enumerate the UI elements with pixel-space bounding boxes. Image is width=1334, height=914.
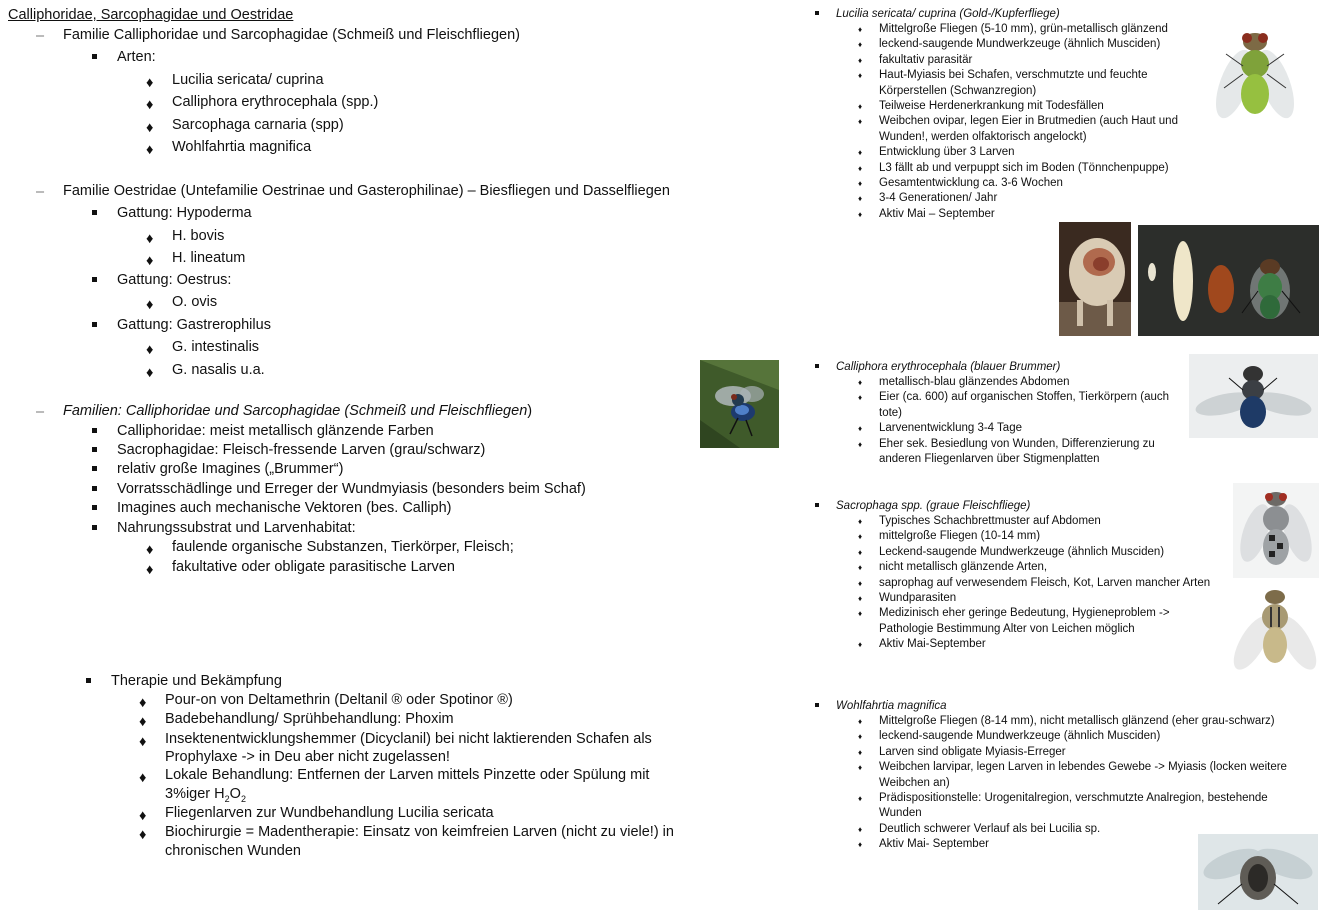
grey-fleshfly-photo	[1228, 583, 1321, 675]
square-bullet-icon	[92, 525, 97, 530]
diamond-bullet-icon: ♦	[139, 695, 147, 711]
lucilia-fly-photo	[1210, 14, 1300, 129]
therapy-item: Badebehandlung/ Sprühbehandlung: Phoxim	[165, 711, 454, 727]
therapy-item-cont: 3%iger $H_2O_2$	[165, 786, 246, 804]
list-item: Aktiv Mai-September	[879, 638, 986, 651]
lucilia-heading: Lucilia sericata/ cuprina (Gold-/Kupferfliege)	[836, 8, 1060, 20]
species-item: G. nasalis u.a.	[172, 362, 265, 378]
list-item: Haut-Myiasis bei Schafen, verschmutzte und feuchte	[879, 69, 1148, 82]
therapy-heading: Therapie und Bekämpfung	[111, 673, 282, 689]
list-item: Calliphoridae: meist metallisch glänzende Farben	[117, 423, 434, 439]
list-item: leckend-saugende Mundwerkzeuge (ähnlich Musciden)	[879, 730, 1161, 743]
therapy-item: Lokale Behandlung: Entfernen der Larven mittels Pinzette oder Spülung mit	[165, 767, 650, 783]
list-item: nicht metallisch glänzende Arten,	[879, 561, 1048, 574]
list-item: Deutlich schwerer Verlauf als bei Lucilia sp.	[879, 822, 1101, 835]
diamond-bullet-icon: ♦	[139, 714, 147, 730]
diamond-bullet-icon: ♦	[146, 253, 154, 269]
diamond-bullet-icon: ♦	[858, 732, 863, 742]
species-item: H. lineatum	[172, 250, 246, 266]
wohlfahrtia-fly-photo	[1198, 834, 1318, 910]
sarcophaga-heading: Sacrophaga spp. (graue Fleischfliege)	[836, 500, 1031, 512]
diamond-bullet-icon: ♦	[858, 532, 863, 542]
diamond-bullet-icon: ♦	[858, 824, 863, 834]
genus-gastrerophilus: Gattung: Gastrerophilus	[117, 317, 271, 333]
diamond-bullet-icon: ♦	[858, 424, 863, 434]
blue-fly-photo	[700, 360, 779, 448]
family-heading-3: Familien: Calliphoridae und Sarcophagidae (Schmeiß und Fleischfliegen)	[63, 403, 533, 419]
list-item: Mittelgroße Fliegen (8-14 mm), nicht metallisch glänzend (eher grau-schwarz)	[879, 715, 1275, 727]
sub-list-item: fakultative oder obligate parasitische Larven	[172, 559, 455, 575]
list-item: Eier (ca. 600) auf organischen Stoffen, Tierkörpern (auch	[879, 391, 1170, 404]
diamond-bullet-icon: ♦	[146, 231, 154, 247]
square-bullet-icon	[815, 364, 819, 368]
species-item: O. ovis	[172, 294, 218, 310]
diamond-bullet-icon: ♦	[858, 102, 863, 111]
list-item: tote)	[879, 406, 903, 419]
list-item: Vorratsschädlinge und Erreger der Wundmyiasis (besonders beim Schaf)	[117, 481, 586, 497]
wohlfahrtia-heading: Wohlfahrtia magnifica	[836, 700, 947, 712]
diamond-bullet-icon: ♦	[858, 439, 863, 449]
list-item: mittelgroße Fliegen (10-14 mm)	[879, 530, 1041, 543]
species-item: H. bovis	[172, 228, 225, 244]
list-item: Weibchen an)	[879, 776, 950, 789]
list-item: Pathologie Bestimmung Alter von Leichen möglich	[879, 622, 1135, 635]
list-item: Larven sind obligate Myiasis-Erreger	[879, 745, 1066, 758]
diamond-bullet-icon: ♦	[858, 578, 863, 588]
dash-bullet-icon: –	[36, 184, 45, 200]
square-bullet-icon	[92, 322, 97, 327]
therapy-item: Biochirurgie = Madentherapie: Einsatz von keimfreien Larven (nicht zu viele!) in	[165, 824, 674, 840]
therapy-item: Insektenentwicklungshemmer (Dicyclanil) bei nicht laktierenden Schafen als	[165, 731, 652, 747]
diamond-bullet-icon: ♦	[139, 808, 147, 824]
square-bullet-icon	[815, 503, 819, 507]
list-item: Wunden	[879, 807, 922, 820]
diamond-bullet-icon: ♦	[146, 342, 154, 358]
diamond-bullet-icon: ♦	[858, 717, 863, 726]
diamond-bullet-icon: ♦	[146, 297, 154, 313]
list-item: Gesamtentwicklung ca. 3-6 Wochen	[879, 177, 1063, 189]
list-item: Weibchen ovipar, legen Eier in Brutmedien (auch Haut und	[879, 115, 1178, 128]
list-item: Typisches Schachbrettmuster auf Abdomen	[879, 515, 1101, 527]
list-item: Larvenentwicklung 3-4 Tage	[879, 422, 1022, 435]
family-heading-1: Familie Calliphoridae und Sarcophagidae (Schmeiß und Fleischfliegen)	[63, 27, 520, 43]
genus-hypoderma: Gattung: Hypoderma	[117, 205, 252, 221]
diamond-bullet-icon: ♦	[858, 163, 863, 173]
list-item: Prädispositionstelle: Urogenitalregion, verschmutzte Analregion, bestehende	[879, 792, 1268, 804]
diamond-bullet-icon: ♦	[146, 97, 154, 113]
list-item: metallisch-blau glänzendes Abdomen	[879, 376, 1070, 388]
page-title: Calliphoridae, Sarcophagidae und Oestridae	[8, 7, 294, 23]
species-item: Wohlfahrtia magnifica	[172, 139, 312, 155]
sub-list-item: faulende organische Substanzen, Tierkörper, Fleisch;	[172, 539, 514, 555]
square-bullet-icon	[815, 11, 819, 15]
diamond-bullet-icon: ♦	[858, 117, 863, 127]
list-item: Leckend-saugende Mundwerkzeuge (ähnlich Musciden)	[879, 545, 1165, 558]
diamond-bullet-icon: ♦	[146, 75, 154, 91]
diamond-bullet-icon: ♦	[146, 542, 154, 558]
family-heading-2: Familie Oestridae (Untefamilie Oestrinae und Gasterophilinae) – Biesfliegen und Dasselfliegen	[63, 183, 670, 199]
arten-label: Arten:	[117, 49, 156, 65]
list-item: anderen Fliegenlarven über Stigmenplatten	[879, 453, 1100, 465]
diamond-bullet-icon: ♦	[858, 547, 863, 557]
list-item: Eher sek. Besiedlung von Wunden, Differenzierung zu	[879, 437, 1155, 450]
species-item: G. intestinalis	[172, 339, 260, 355]
diamond-bullet-icon: ♦	[858, 563, 863, 573]
therapy-item-cont: Prophylaxe -> in Deu aber nicht zugelassen!	[165, 749, 450, 765]
species-item: Sarcophaga carnaria (spp)	[172, 117, 344, 133]
list-item: Aktiv Mai- September	[879, 838, 989, 851]
dash-bullet-icon: –	[36, 404, 45, 420]
calliphora-heading: Calliphora erythrocephala (blauer Brummer)	[836, 361, 1061, 373]
list-item: fakultativ parasitär	[879, 53, 973, 66]
diamond-bullet-icon: ♦	[858, 393, 863, 403]
list-item: Mittelgroße Fliegen (5-10 mm), grün-metallisch glänzend	[879, 23, 1168, 35]
list-item: L3 fällt ab und verpuppt sich im Boden (Tönnchenpuppe)	[879, 161, 1169, 174]
square-bullet-icon	[86, 678, 91, 683]
calliphora-fly-photo	[1189, 354, 1318, 438]
diamond-bullet-icon: ♦	[858, 148, 863, 158]
list-item: Nahrungssubstrat und Larvenhabitat:	[117, 520, 356, 536]
list-item: Imagines auch mechanische Vektoren (bes. Calliph)	[117, 500, 452, 516]
diamond-bullet-icon: ♦	[146, 120, 154, 136]
square-bullet-icon	[92, 277, 97, 282]
lucilia-lifecycle-photo	[1138, 225, 1319, 336]
diamond-bullet-icon: ♦	[858, 25, 863, 34]
diamond-bullet-icon: ♦	[139, 770, 147, 786]
list-item: Aktiv Mai – September	[879, 207, 995, 220]
therapy-item: Pour-on von Deltamethrin (Deltanil ® oder Spotinor ®)	[165, 692, 513, 708]
diamond-bullet-icon: ♦	[858, 517, 863, 526]
list-item: Körperstellen (Schwanzregion)	[879, 84, 1037, 97]
dash-bullet-icon: –	[36, 28, 45, 44]
list-item: relativ große Imagines („Brummer“)	[117, 461, 344, 477]
list-item: Wunden!, werden olfaktorisch angelockt)	[879, 130, 1087, 143]
sarcophaga-fly-photo	[1233, 483, 1319, 578]
diamond-bullet-icon: ♦	[858, 609, 863, 619]
diamond-bullet-icon: ♦	[146, 142, 154, 158]
genus-oestrus: Gattung: Oestrus:	[117, 272, 232, 288]
therapy-item-cont: chronischen Wunden	[165, 843, 301, 859]
square-bullet-icon	[92, 505, 97, 510]
diamond-bullet-icon: ♦	[139, 827, 147, 843]
square-bullet-icon	[92, 428, 97, 433]
list-item: Wundparasiten	[879, 592, 957, 604]
list-item: Teilweise Herdenerkrankung mit Todesfällen	[879, 100, 1104, 112]
diamond-bullet-icon: ♦	[858, 55, 863, 65]
square-bullet-icon	[815, 703, 819, 707]
square-bullet-icon	[92, 486, 97, 491]
diamond-bullet-icon: ♦	[858, 71, 863, 81]
diamond-bullet-icon: ♦	[858, 594, 863, 603]
square-bullet-icon	[92, 210, 97, 215]
species-item: Calliphora erythrocephala (spp.)	[172, 94, 379, 110]
sheep-myiasis-photo	[1059, 222, 1131, 336]
square-bullet-icon	[92, 466, 97, 471]
list-item: 3-4 Generationen/ Jahr	[879, 192, 998, 205]
diamond-bullet-icon: ♦	[858, 840, 863, 850]
diamond-bullet-icon: ♦	[858, 640, 863, 650]
diamond-bullet-icon: ♦	[858, 763, 863, 773]
list-item: Medizinisch eher geringe Bedeutung, Hygieneproblem ->	[879, 607, 1170, 620]
diamond-bullet-icon: ♦	[858, 747, 863, 757]
square-bullet-icon	[92, 54, 97, 59]
list-item: Entwicklung über 3 Larven	[879, 146, 1015, 159]
species-item: Lucilia sericata/ cuprina	[172, 72, 324, 88]
diamond-bullet-icon: ♦	[858, 209, 863, 219]
diamond-bullet-icon: ♦	[146, 365, 154, 381]
diamond-bullet-icon: ♦	[858, 40, 863, 50]
list-item: saprophag auf verwesendem Fleisch, Kot, Larven mancher Arten	[879, 576, 1211, 589]
list-item: Weibchen larvipar, legen Larven in lebendes Gewebe -> Myiasis (locken weitere	[879, 761, 1287, 774]
square-bullet-icon	[92, 447, 97, 452]
diamond-bullet-icon: ♦	[146, 562, 154, 578]
list-item: Sacrophagidae: Fleisch-fressende Larven (grau/schwarz)	[117, 442, 486, 458]
diamond-bullet-icon: ♦	[139, 734, 147, 750]
diamond-bullet-icon: ♦	[858, 378, 863, 387]
list-item: leckend-saugende Mundwerkzeuge (ähnlich Musciden)	[879, 38, 1161, 51]
diamond-bullet-icon: ♦	[858, 794, 863, 803]
diamond-bullet-icon: ♦	[858, 194, 863, 204]
therapy-item: Fliegenlarven zur Wundbehandlung Lucilia sericata	[165, 805, 494, 821]
diamond-bullet-icon: ♦	[858, 179, 863, 188]
